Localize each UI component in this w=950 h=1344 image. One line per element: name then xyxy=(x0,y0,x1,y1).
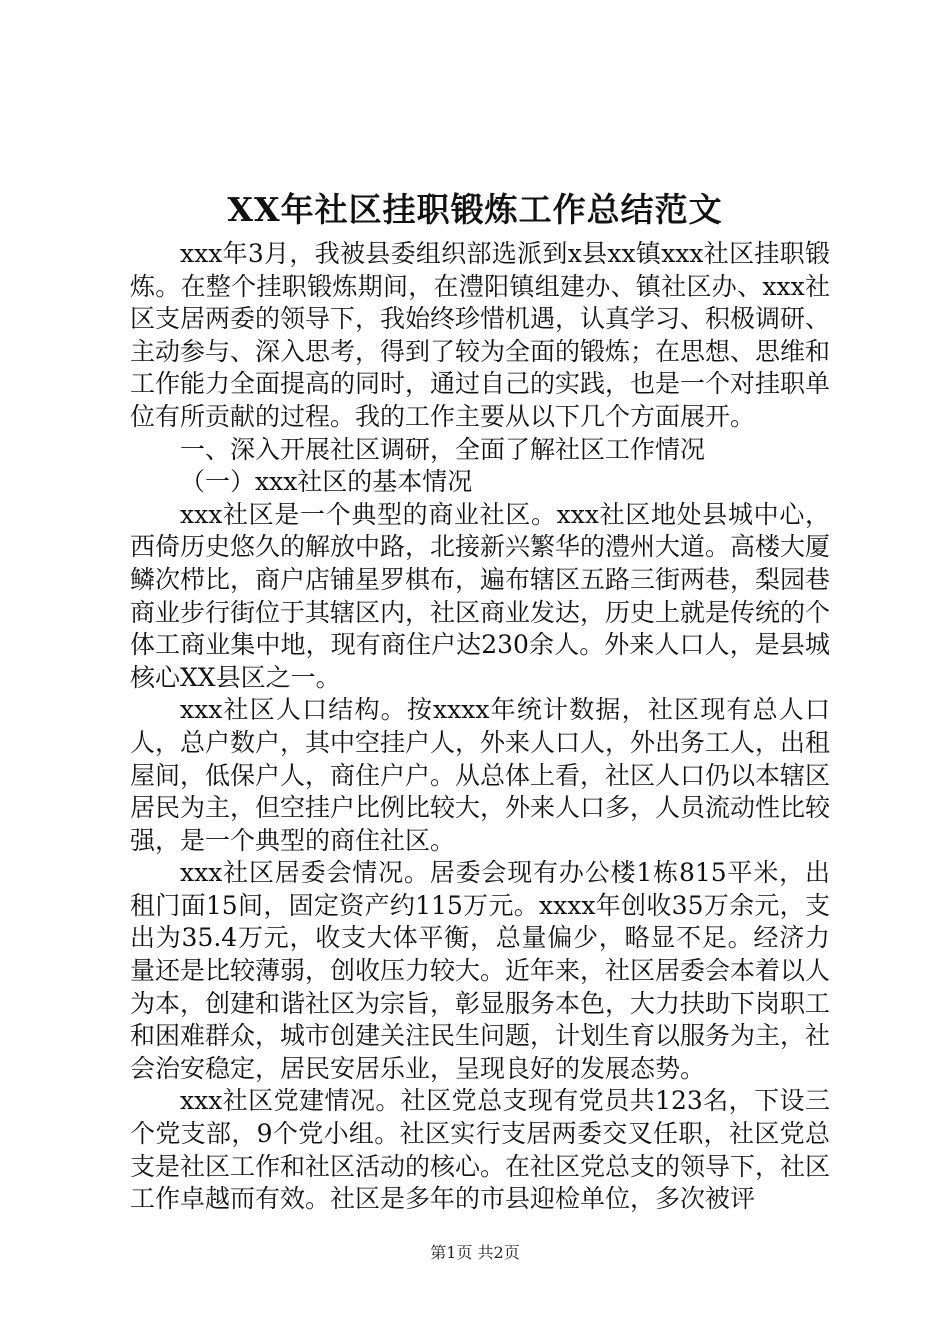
document-body xyxy=(130,238,830,1216)
paragraph-community-overview: xxx社区是一个典型的商业社区。xxx社区地处县城中心，西倚历史悠久的解放中路，北接新兴繁华的澧州大道。高楼大厦鳞次栉比，商户店铺星罗棋布，遍布辖区五路三街两巷，梨园巷商业步行街位于其辖区内，社区商业发达，历史上就是传统的个体工商业集中地，现有商住户达230余人。外来人口人，是县城核心XX县区之一。 xyxy=(130,499,831,692)
section-heading-1: 一、深入开展社区调研，全面了解社区工作情况 xyxy=(180,434,706,464)
paragraph-committee: xxx社区居委会情况。居委会现有办公楼1栋815平米，出租门面15间，固定资产约115万元。xxxx年创收35万余元，支出为35.4万元，收支大体平衡，总量偏少，略显不足。经济力量还是比较薄弱，创收压力较大。近年来，社区居委会本着以人为本，创建和谐社区为宗旨，彰显服务本色，大力扶助下岗职工和困难群众，城市创建关注民生问题，计划生育以服务为主，社会治安稳定，居民安居乐业，呈现良好的发展态势。 xyxy=(130,858,831,1083)
subsection-heading-1: （一）xxx社区的基本情况 xyxy=(180,467,473,497)
paragraph-intro: xxx年3月，我被县委组织部选派到x县xx镇xxx社区挂职锻炼。在整个挂职锻炼期间，在澧阳镇组建办、镇社区办、xxx社区支居两委的领导下，我始终珍惜机遇，认真学习、积极调研、主动参与、深入思考，得到了较为全面的锻炼；在思想、思维和工作能力全面提高的同时，通过自己的实践，也是一个对挂职单位有所贡献的过程。我的工作主要从以下几个方面展开。 xyxy=(130,239,831,431)
paragraph-population: xxx社区人口结构。按xxxx年统计数据，社区现有总人口人，总户数户，其中空挂户人，外来人口人，外出务工人，出租屋间，低保户人，商住户户。从总体上看，社区人口仍以本辖区居民为主，但空挂户比例比较大，外来人口多，人员流动性比较强，是一个典型的商住社区。 xyxy=(130,695,831,855)
document-title: XX年社区挂职锻炼工作总结范文 xyxy=(227,190,723,229)
paragraph-party-building: xxx社区党建情况。社区党总支现有党员共123名，下设三个党支部，9个党小组。社区实行支居两委交叉任职，社区党总支是社区工作和社区活动的核心。在社区党总支的领导下，社区工作卓越而有效。社区是多年的市县迎检单位，多次被评 xyxy=(130,1086,831,1214)
page-number-footer: 第1页 共2页 xyxy=(430,1243,520,1262)
